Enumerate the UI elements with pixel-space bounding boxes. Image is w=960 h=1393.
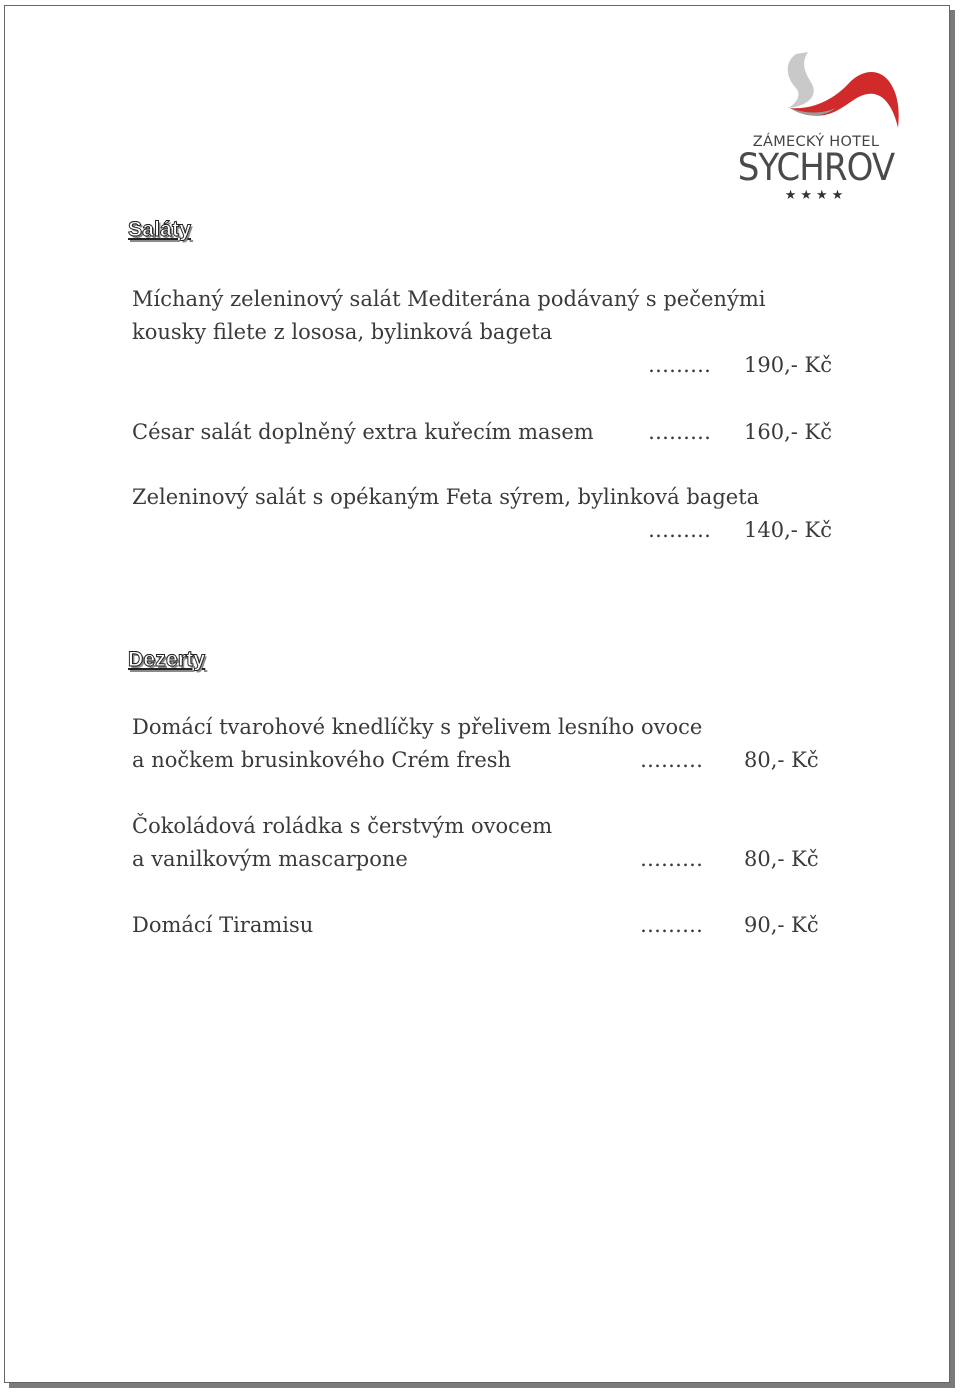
logo-stars: ★★★★ xyxy=(784,188,848,203)
menu-item-line: Domácí Tiramisu xyxy=(132,913,314,937)
menu-item-price: 190,- Kč xyxy=(744,353,832,377)
menu-item-price: 80,- Kč xyxy=(744,847,819,871)
menu-item-line: a vanilkovým mascarpone xyxy=(132,847,408,871)
menu-item-line: Zeleninový salát s opékaným Feta sýrem, bylinková bageta xyxy=(132,485,760,509)
menu-item-dots: ……… xyxy=(648,353,711,377)
menu-item-dots: ……… xyxy=(648,518,711,542)
section-title-desserts: Dezerty xyxy=(128,648,206,671)
menu-item-line: a nočkem brusinkového Crém fresh xyxy=(132,748,512,772)
menu-item-price: 90,- Kč xyxy=(744,913,819,937)
menu-item-dots: ……… xyxy=(640,748,703,772)
hotel-logo xyxy=(722,48,904,208)
menu-item-line: César salát doplněný extra kuřecím masem xyxy=(132,420,594,444)
menu-item-line: Domácí tvarohové knedlíčky s přelivem lesního ovoce xyxy=(132,715,703,739)
menu-item-price: 160,- Kč xyxy=(744,420,832,444)
menu-item-dots: ……… xyxy=(648,420,711,444)
menu-item-price: 140,- Kč xyxy=(744,518,832,542)
logo-hotel-label: ZÁMECKÝ HOTEL xyxy=(752,134,880,150)
menu-item-line: Míchaný zeleninový salát Mediterána podávaný s pečenými xyxy=(132,287,766,311)
menu-item-dots: ……… xyxy=(640,913,703,937)
section-title-salads: Saláty xyxy=(128,218,192,241)
menu-item-dots: ……… xyxy=(640,847,703,871)
menu-item-line: kousky filete z lososa, bylinková bageta xyxy=(132,320,553,344)
menu-item-line: Čokoládová roládka s čerstvým ovocem xyxy=(132,814,553,838)
menu-item-price: 80,- Kč xyxy=(744,748,819,772)
menu-page xyxy=(4,5,950,1383)
logo-swoosh-icon xyxy=(722,48,904,148)
logo-hotel-name: SYCHROV xyxy=(737,146,895,189)
